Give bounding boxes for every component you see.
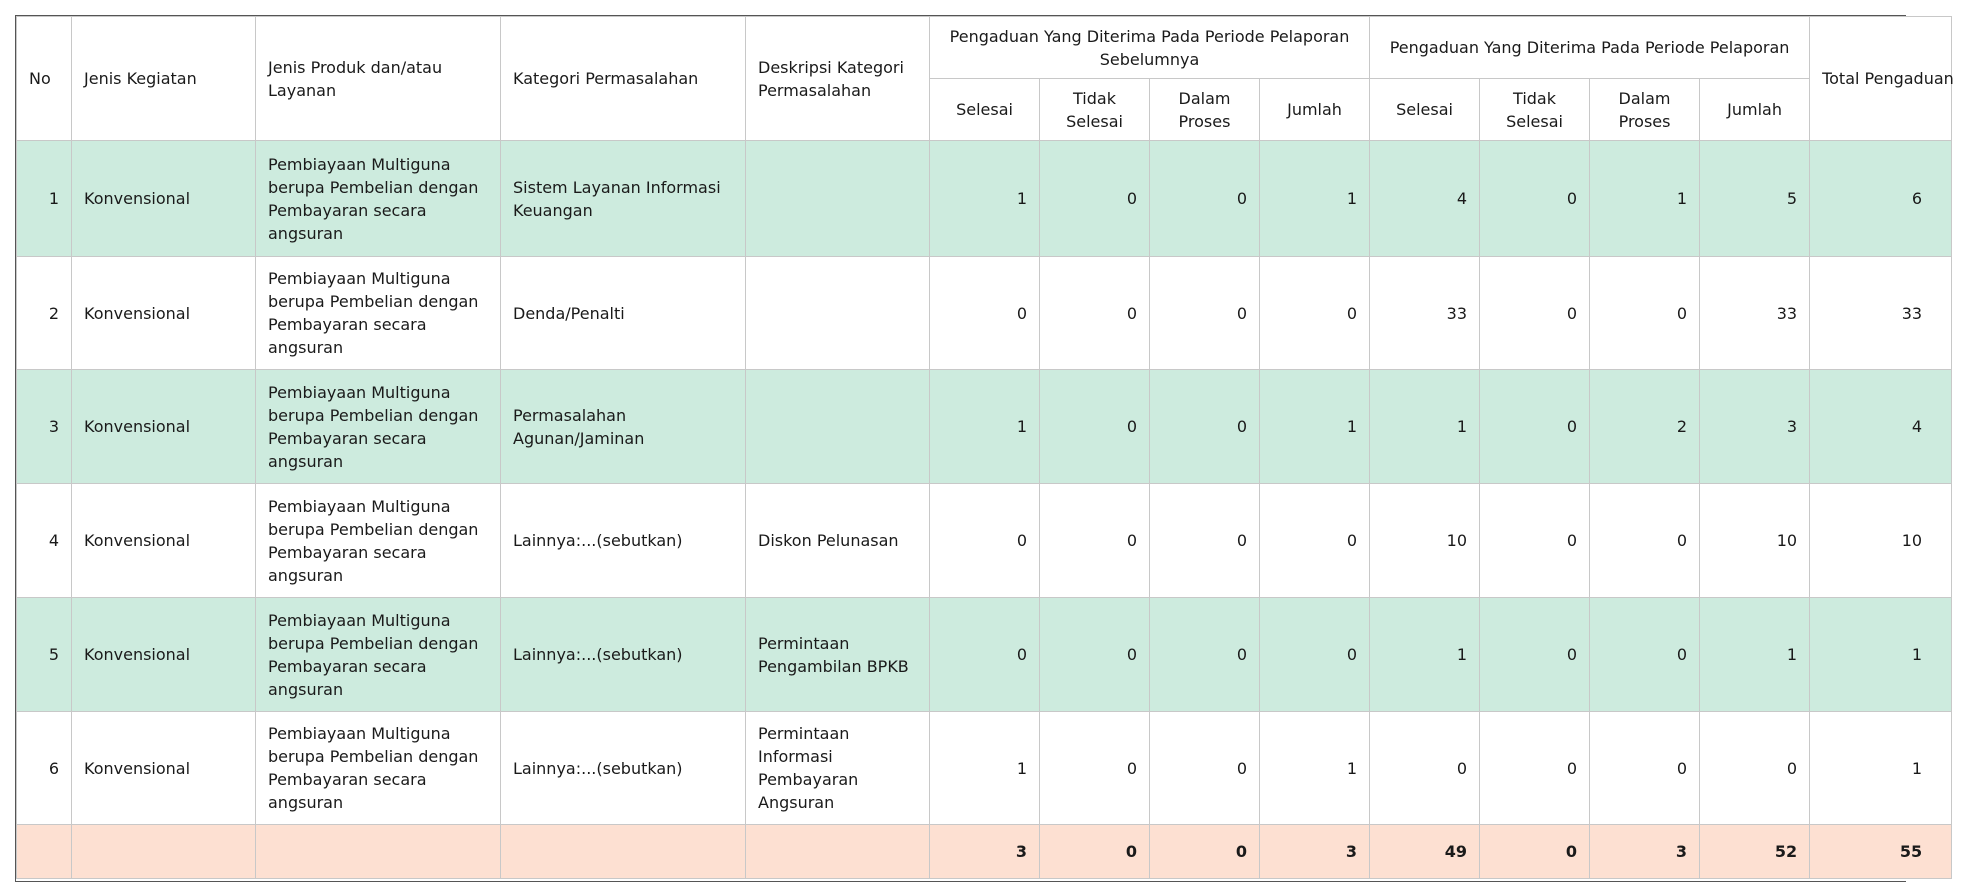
cell-no: 1 <box>17 141 72 257</box>
cell-curr-jumlah: 10 <box>1700 484 1810 598</box>
cell-curr-selesai: 4 <box>1370 141 1480 257</box>
cell-curr-dalam-proses: 0 <box>1590 257 1700 370</box>
cell-no: 3 <box>17 370 72 484</box>
header-prev-jumlah: Jumlah <box>1260 79 1370 141</box>
totals-empty-cell <box>501 825 746 879</box>
cell-curr-tidak-selesai: 0 <box>1480 141 1590 257</box>
cell-curr-tidak-selesai: 0 <box>1480 484 1590 598</box>
cell-total <box>1810 370 1952 484</box>
cell-no: 5 <box>17 598 72 712</box>
header-total-pengaduan <box>1810 17 1952 141</box>
cell-curr-jumlah: 5 <box>1700 141 1810 257</box>
total-prev-selesai: 3 <box>930 825 1040 879</box>
cell-total-value: 1 <box>1911 758 1923 778</box>
cell-curr-dalam-proses: 0 <box>1590 598 1700 712</box>
cell-prev-tidak-selesai: 0 <box>1040 370 1150 484</box>
cell-deskripsi <box>746 257 930 370</box>
cell-curr-dalam-proses: 1 <box>1590 141 1700 257</box>
table-row <box>17 712 1952 825</box>
cell-produk: Pembiayaan Multiguna berupa Pembelian dengan Pembayaran secara angsuran <box>256 141 501 257</box>
cell-curr-selesai: 1 <box>1370 598 1480 712</box>
table-row <box>17 370 1952 484</box>
header-group-previous-period: Pengaduan Yang Diterima Pada Periode Pelaporan Sebelumnya <box>930 17 1370 79</box>
cell-prev-selesai: 0 <box>930 598 1040 712</box>
cell-curr-tidak-selesai: 0 <box>1480 257 1590 370</box>
totals-empty-cell <box>17 825 72 879</box>
cell-kegiatan: Konvensional <box>72 257 256 370</box>
total-curr-tidak-selesai: 0 <box>1480 825 1590 879</box>
cell-curr-selesai: 10 <box>1370 484 1480 598</box>
cell-kegiatan: Konvensional <box>72 141 256 257</box>
cell-curr-selesai: 33 <box>1370 257 1480 370</box>
cell-curr-jumlah: 33 <box>1700 257 1810 370</box>
cell-kategori: Denda/Penalti <box>501 257 746 370</box>
cell-curr-tidak-selesai: 0 <box>1480 370 1590 484</box>
cell-prev-selesai: 1 <box>930 370 1040 484</box>
cell-kegiatan: Konvensional <box>72 598 256 712</box>
cell-no: 4 <box>17 484 72 598</box>
total-prev-jumlah: 3 <box>1260 825 1370 879</box>
table-header <box>17 17 1952 141</box>
cell-no: 2 <box>17 257 72 370</box>
cell-kategori: Lainnya:...(sebutkan) <box>501 712 746 825</box>
table-row <box>17 141 1952 257</box>
header-jenis-produk: Jenis Produk dan/atau Layanan <box>256 17 501 141</box>
cell-deskripsi: Diskon Pelunasan <box>746 484 930 598</box>
table-row <box>17 484 1952 598</box>
cell-prev-dalam-proses: 0 <box>1150 598 1260 712</box>
cell-prev-dalam-proses: 0 <box>1150 712 1260 825</box>
cell-curr-dalam-proses: 0 <box>1590 712 1700 825</box>
cell-total <box>1810 598 1952 712</box>
header-prev-dalam-proses: Dalam Proses <box>1150 79 1260 141</box>
header-curr-jumlah: Jumlah <box>1700 79 1810 141</box>
header-curr-tidak-selesai: Tidak Selesai <box>1480 79 1590 141</box>
cell-prev-selesai: 1 <box>930 712 1040 825</box>
total-prev-dalam-proses: 0 <box>1150 825 1260 879</box>
table-row <box>17 257 1952 370</box>
cell-prev-tidak-selesai: 0 <box>1040 712 1150 825</box>
header-curr-dalam-proses: Dalam Proses <box>1590 79 1700 141</box>
cell-total <box>1810 712 1952 825</box>
cell-total-value: 33 <box>1901 303 1923 323</box>
cell-total <box>1810 257 1952 370</box>
table-body <box>17 141 1952 825</box>
cell-curr-dalam-proses: 0 <box>1590 484 1700 598</box>
header-no: No <box>17 17 72 141</box>
cell-curr-selesai: 1 <box>1370 370 1480 484</box>
cell-curr-selesai: 0 <box>1370 712 1480 825</box>
cell-total-value: 10 <box>1901 531 1923 550</box>
totals-row <box>17 825 1952 879</box>
cell-prev-dalam-proses: 0 <box>1150 370 1260 484</box>
total-curr-selesai: 49 <box>1370 825 1480 879</box>
cell-prev-jumlah: 0 <box>1260 484 1370 598</box>
cell-total <box>1810 484 1952 598</box>
cell-produk: Pembiayaan Multiguna berupa Pembelian dengan Pembayaran secara angsuran <box>256 257 501 370</box>
complaints-table-container <box>15 15 1954 882</box>
total-curr-jumlah: 52 <box>1700 825 1810 879</box>
cell-kategori: Permasalahan Agunan/Jaminan <box>501 370 746 484</box>
totals-empty-cell <box>256 825 501 879</box>
header-prev-selesai: Selesai <box>930 79 1040 141</box>
header-deskripsi: Deskripsi Kategori Permasalahan <box>746 17 930 141</box>
header-total-label: Total Pengaduan <box>1822 69 1954 88</box>
cell-curr-jumlah: 3 <box>1700 370 1810 484</box>
totals-empty-cell <box>72 825 256 879</box>
grand-total-cell <box>1810 825 1952 879</box>
cell-total-value: 6 <box>1911 189 1923 208</box>
header-kategori: Kategori Permasalahan <box>501 17 746 141</box>
cell-kegiatan: Konvensional <box>72 370 256 484</box>
table-row <box>17 598 1952 712</box>
cell-deskripsi <box>746 370 930 484</box>
cell-prev-dalam-proses: 0 <box>1150 257 1260 370</box>
cell-prev-jumlah: 1 <box>1260 712 1370 825</box>
cell-prev-jumlah: 0 <box>1260 257 1370 370</box>
cell-curr-dalam-proses: 2 <box>1590 370 1700 484</box>
complaints-table <box>16 16 1952 879</box>
cell-prev-jumlah: 1 <box>1260 141 1370 257</box>
cell-prev-selesai: 0 <box>930 257 1040 370</box>
cell-prev-tidak-selesai: 0 <box>1040 257 1150 370</box>
cell-prev-jumlah: 0 <box>1260 598 1370 712</box>
cell-curr-jumlah: 0 <box>1700 712 1810 825</box>
cell-curr-jumlah: 1 <box>1700 598 1810 712</box>
cell-produk: Pembiayaan Multiguna berupa Pembelian dengan Pembayaran secara angsuran <box>256 598 501 712</box>
cell-prev-dalam-proses: 0 <box>1150 484 1260 598</box>
cell-produk: Pembiayaan Multiguna berupa Pembelian dengan Pembayaran secara angsuran <box>256 712 501 825</box>
cell-kategori: Lainnya:...(sebutkan) <box>501 484 746 598</box>
cell-prev-selesai: 0 <box>930 484 1040 598</box>
header-group-current-period: Pengaduan Yang Diterima Pada Periode Pelaporan <box>1370 17 1810 79</box>
cell-produk: Pembiayaan Multiguna berupa Pembelian dengan Pembayaran secara angsuran <box>256 370 501 484</box>
cell-prev-jumlah: 1 <box>1260 370 1370 484</box>
header-prev-tidak-selesai: Tidak Selesai <box>1040 79 1150 141</box>
header-curr-selesai: Selesai <box>1370 79 1480 141</box>
cell-kategori: Lainnya:...(sebutkan) <box>501 598 746 712</box>
cell-total-value: 4 <box>1911 417 1923 436</box>
cell-deskripsi: Permintaan Informasi Pembayaran Angsuran <box>746 712 930 825</box>
cell-no: 6 <box>17 712 72 825</box>
total-prev-tidak-selesai: 0 <box>1040 825 1150 879</box>
cell-prev-tidak-selesai: 0 <box>1040 598 1150 712</box>
cell-kegiatan: Konvensional <box>72 484 256 598</box>
cell-prev-dalam-proses: 0 <box>1150 141 1260 257</box>
cell-kegiatan: Konvensional <box>72 712 256 825</box>
cell-deskripsi: Permintaan Pengambilan BPKB <box>746 598 930 712</box>
cell-prev-tidak-selesai: 0 <box>1040 484 1150 598</box>
cell-total-value: 1 <box>1911 645 1923 664</box>
cell-prev-selesai: 1 <box>930 141 1040 257</box>
cell-curr-tidak-selesai: 0 <box>1480 712 1590 825</box>
cell-deskripsi <box>746 141 930 257</box>
cell-kategori: Sistem Layanan Informasi Keuangan <box>501 141 746 257</box>
grand-total-value: 55 <box>1899 842 1923 861</box>
header-jenis-kegiatan: Jenis Kegiatan <box>72 17 256 141</box>
cell-prev-tidak-selesai: 0 <box>1040 141 1150 257</box>
cell-total <box>1810 141 1952 257</box>
total-curr-dalam-proses: 3 <box>1590 825 1700 879</box>
cell-curr-tidak-selesai: 0 <box>1480 598 1590 712</box>
cell-produk: Pembiayaan Multiguna berupa Pembelian dengan Pembayaran secara angsuran <box>256 484 501 598</box>
totals-empty-cell <box>746 825 930 879</box>
table-footer-totals <box>17 825 1952 879</box>
